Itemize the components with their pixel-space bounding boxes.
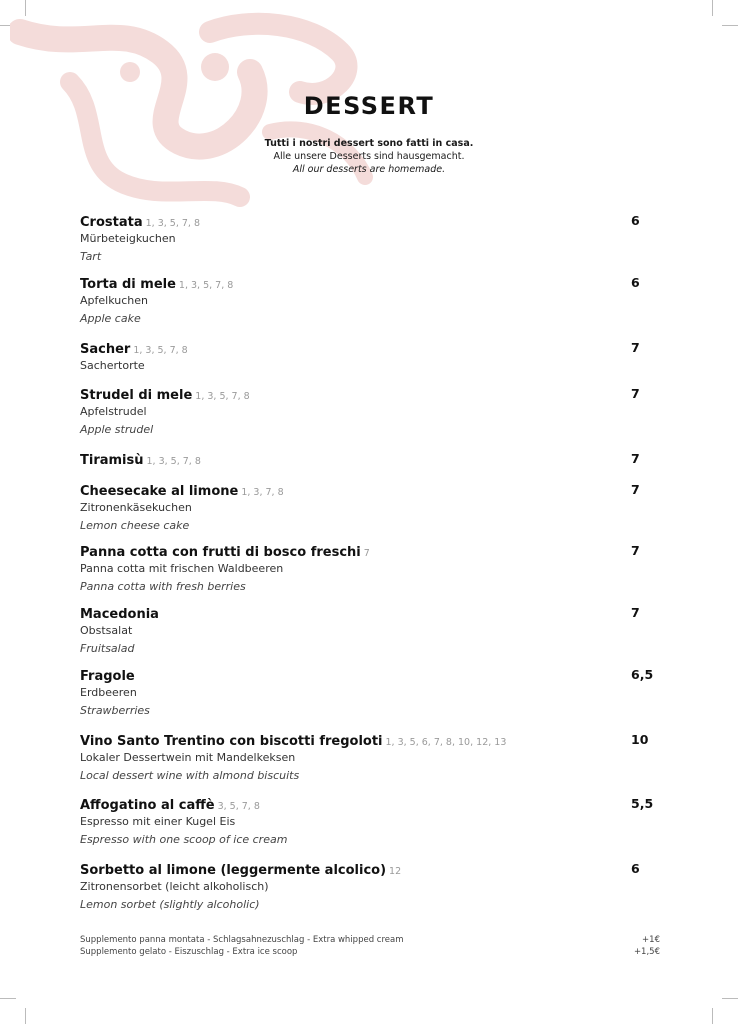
item-english: Fruitsalad (80, 642, 135, 655)
crop-mark (25, 1008, 26, 1024)
item-name: Fragole (80, 669, 135, 684)
supplement-text: Supplemento gelato - Eiszuschlag - Extra ice scoop (80, 947, 298, 957)
page-title: DESSERT (303, 92, 435, 120)
item-allergens: 12 (389, 866, 402, 877)
item-allergens: 1, 3, 5, 7, 8 (133, 345, 188, 356)
menu-item (80, 385, 660, 439)
item-name: Sacher (80, 342, 131, 357)
item-price: 6 (631, 861, 640, 876)
menu-item (80, 481, 660, 535)
item-price: 5,5 (631, 796, 654, 811)
item-price: 7 (631, 340, 640, 355)
item-allergens: 1, 3, 5, 7, 8 (195, 391, 250, 402)
item-english: Lemon sorbet (slightly alcoholic) (80, 898, 260, 911)
item-english: Espresso with one scoop of ice cream (80, 833, 288, 846)
item-german: Apfelkuchen (80, 294, 148, 307)
supplement-line (80, 934, 660, 946)
item-price: 6,5 (631, 667, 654, 682)
item-allergens: 1, 3, 7, 8 (241, 487, 284, 498)
item-name: Affogatino al caffè (80, 798, 215, 813)
menu-item (80, 339, 660, 375)
item-name: Tiramisù (80, 453, 144, 468)
item-price: 6 (631, 275, 640, 290)
item-english: Lemon cheese cake (80, 519, 190, 532)
supplement-text: Supplemento panna montata - Schlagsahnezuschlag - Extra whipped cream (80, 935, 404, 945)
supplement-price: +1€ (642, 935, 660, 945)
item-name: Sorbetto al limone (leggermente alcolico) (80, 863, 387, 878)
item-name: Torta di mele (80, 277, 176, 292)
item-german: Obstsalat (80, 624, 133, 637)
menu-item (80, 450, 660, 468)
menu-item (80, 666, 660, 720)
intro-german: Alle unsere Desserts sind hausgemacht. (273, 151, 465, 162)
menu-item (80, 731, 660, 785)
item-name: Strudel di mele (80, 388, 193, 403)
item-english: Tart (80, 250, 102, 263)
menu-item (80, 212, 660, 266)
item-name: Panna cotta con frutti di bosco freschi (80, 545, 361, 560)
menu-item (80, 860, 660, 914)
item-german: Zitronenkäsekuchen (80, 501, 192, 514)
item-english: Panna cotta with fresh berries (80, 580, 246, 593)
item-price: 6 (631, 213, 640, 228)
item-german: Erdbeeren (80, 686, 137, 699)
item-allergens: 1, 3, 5, 7, 8 (146, 456, 201, 467)
item-english: Local dessert wine with almond biscuits (80, 769, 300, 782)
crop-mark (722, 25, 738, 26)
item-allergens: 1, 3, 5, 6, 7, 8, 10, 12, 13 (385, 737, 507, 748)
item-price: 7 (631, 482, 640, 497)
supplement-line (80, 946, 660, 958)
supplement-price: +1,5€ (633, 947, 660, 957)
item-name: Cheesecake al limone (80, 484, 239, 499)
item-allergens: 3, 5, 7, 8 (217, 801, 260, 812)
item-price: 10 (631, 732, 649, 747)
item-name: Vino Santo Trentino con biscotti fregoloti (80, 734, 383, 749)
item-german: Panna cotta mit frischen Waldbeeren (80, 562, 284, 575)
item-german: Mürbeteigkuchen (80, 232, 176, 245)
item-english: Apple cake (80, 312, 141, 325)
item-german: Espresso mit einer Kugel Eis (80, 815, 236, 828)
menu-item (80, 604, 660, 658)
item-english: Strawberries (80, 704, 150, 717)
item-price: 7 (631, 543, 640, 558)
item-allergens: 1, 3, 5, 7, 8 (145, 218, 200, 229)
menu-item (80, 542, 660, 596)
item-price: 7 (631, 451, 640, 466)
crop-mark (0, 998, 16, 999)
item-german: Sachertorte (80, 359, 145, 372)
item-german: Apfelstrudel (80, 405, 147, 418)
item-allergens: 1, 3, 5, 7, 8 (178, 280, 234, 291)
item-price: 7 (631, 605, 640, 620)
item-german: Zitronensorbet (leicht alkoholisch) (80, 880, 269, 893)
item-name: Macedonia (80, 607, 159, 622)
intro-text (0, 137, 738, 176)
item-price: 7 (631, 386, 640, 401)
item-english: Apple strudel (80, 423, 154, 436)
crop-mark (722, 998, 738, 999)
intro-english: All our desserts are homemade. (292, 164, 446, 175)
item-german: Lokaler Dessertwein mit Mandelkeksen (80, 751, 296, 764)
menu-item (80, 795, 660, 849)
item-allergens: 7 (363, 548, 370, 559)
menu-item (80, 274, 660, 328)
crop-mark (712, 1008, 713, 1024)
intro-italian: Tutti i nostri dessert sono fatti in casa. (264, 138, 474, 149)
item-name: Crostata (80, 215, 143, 230)
crop-mark (712, 0, 713, 16)
